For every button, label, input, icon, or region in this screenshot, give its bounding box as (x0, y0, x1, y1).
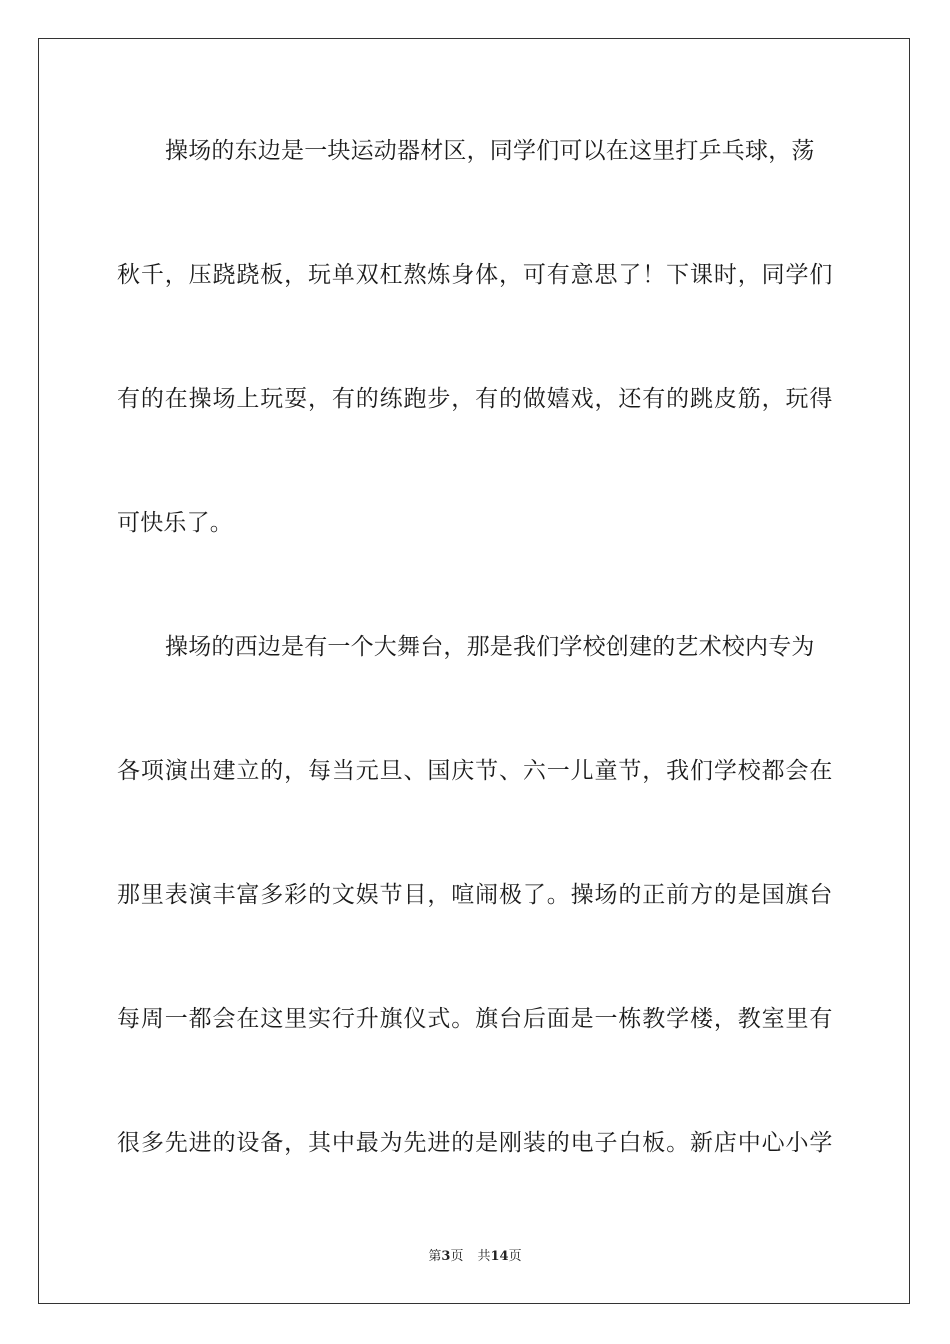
page-footer (0, 1248, 950, 1266)
page-prefix: 第 (428, 1249, 442, 1264)
text-line-1: 操场的东边是一块运动器材区，同学们可以在这里打乒乓球，荡 (165, 138, 815, 164)
text-line-8: 每 周 一 都 会 在 这 里 实 行 升 旗 仪 式 。 旗 台 后 面 是 一 栋 教 学 楼 ， 教 室 里 有 (117, 1006, 833, 1032)
text-line-9: 很 多 先 进 的 设 备 ， 其 中 最 为 先 进 的 是 刚 装 的 电 子 白 板 。 新 店 中 心 小 学 (117, 1130, 833, 1156)
text-line-3: 有 的 在 操 场 上 玩 耍 ， 有 的 练 跑 步 ， 有 的 做 嬉 戏 ， 还 有 的 跳 皮 筋 ， 玩 得 (117, 386, 833, 412)
text-line-6: 各 项 演 出 建 立 的 ， 每 当 元 旦 、 国 庆 节 、 六 一 儿 童 节 ， 我 们 学 校 都 会 在 (117, 758, 833, 784)
total-page-count: 14 (490, 1249, 509, 1264)
total-suffix: 页 (508, 1249, 522, 1264)
current-page-number: 3 (441, 1249, 451, 1264)
text-line-5: 操场的西边是有一个大舞台，那是我们学校创建的艺术校内专为 (165, 634, 815, 660)
page-suffix: 页 (450, 1249, 464, 1264)
text-line-7: 那 里 表 演 丰 富 多 彩 的 文 娱 节 目 ， 喧 闹 极 了 。 操 场 的 正 前 方 的 是 国 旗 台 (117, 882, 833, 908)
page-frame (38, 38, 910, 1304)
total-prefix: 共 (477, 1249, 491, 1264)
text-line-2: 秋 千 ， 压 跷 跷 板 ， 玩 单 双 杠 熬 炼 身 体 ， 可 有 意 思 了 ！ 下 课 时 ， 同 学 们 (117, 262, 833, 288)
text-line-4: 可快乐了。 (117, 510, 233, 536)
